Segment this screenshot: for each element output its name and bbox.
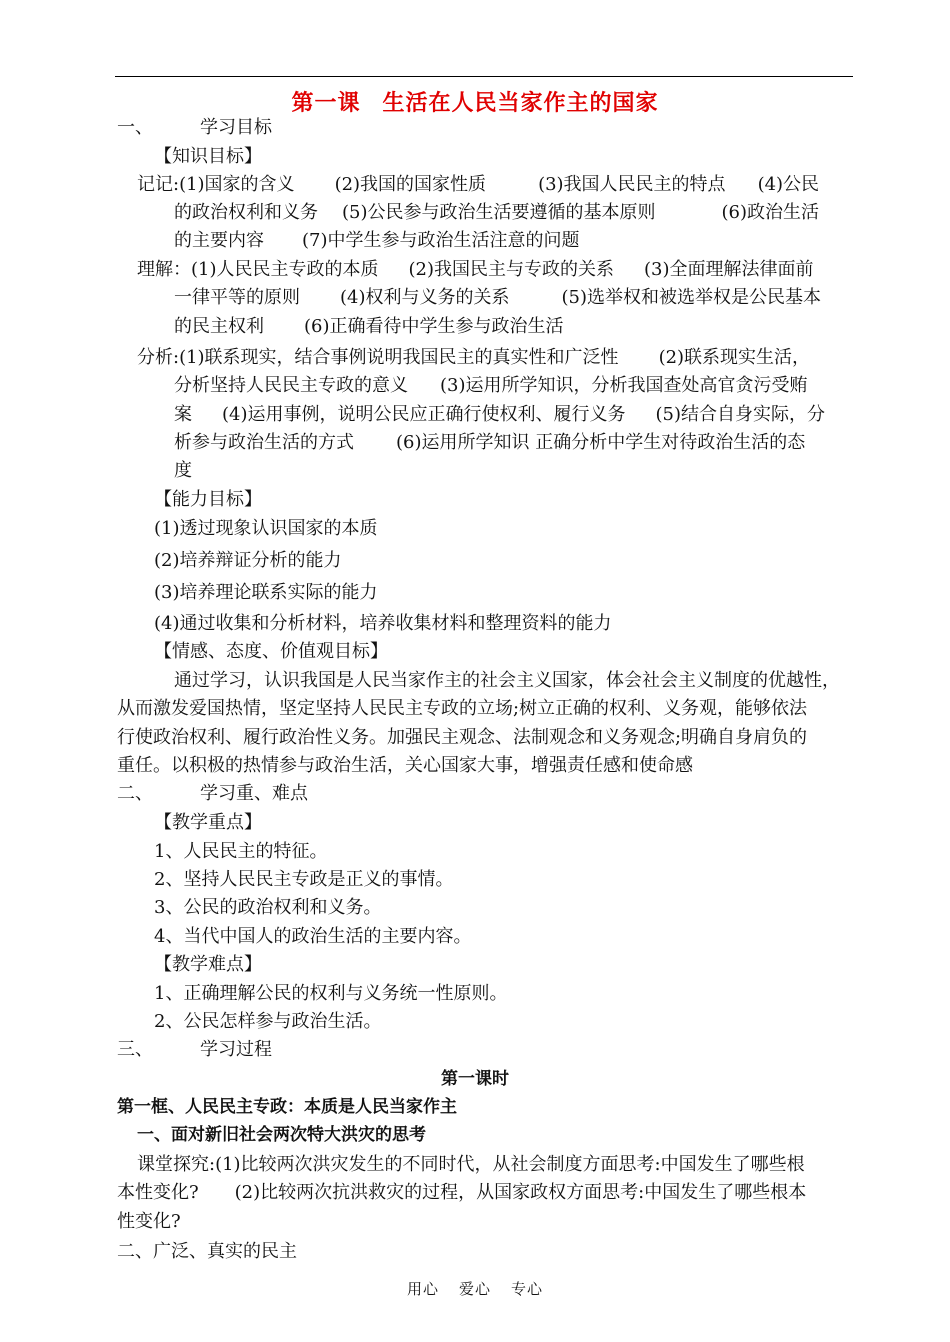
section-1-heading: 一、 学习目标 xyxy=(117,117,272,138)
subsection-1-heading: 一、面对新旧社会两次特大洪灾的思考 xyxy=(137,1125,426,1145)
inquiry-line-1: 课堂探究:(1)比较两次洪灾发生的不同时代，从社会制度方面思考:中国发生了哪些根 xyxy=(137,1154,805,1175)
ability-item: (1)透过现象认识国家的本质 xyxy=(154,518,378,539)
recall-line-2: 的政治权利和义务 (5)公民参与政治生活要遵循的基本原则 (6)政治生活 xyxy=(174,202,819,223)
recall-line-1: 记记:(1)国家的含义 (2)我国的国家性质 (3)我国人民民主的特点 (4)公民 xyxy=(137,174,820,195)
understand-line-1: 理解：(1)人民民主专政的本质 (2)我国民主与专政的关系 (3)全面理解法律面前 xyxy=(137,259,814,280)
emotion-paragraph-line: 重任。以积极的热情参与政治生活，关心国家大事，增强责任感和使命感 xyxy=(117,755,693,776)
title-lesson: 第一课 xyxy=(291,91,361,116)
difficult-point-item: 1、正确理解公民的权利与义务统一性原则。 xyxy=(154,983,508,1004)
key-point-item: 3、公民的政治权利和义务。 xyxy=(154,897,382,918)
understand-line-3: 的民主权利 (6)正确看待中学生参与政治生活 xyxy=(174,316,564,337)
analyze-line-3: 案 (4)运用事例，说明公民应正确行使权利、履行义务 (5)结合自身实际，分 xyxy=(174,404,825,425)
inquiry-line-2: 本性变化? (2)比较两次抗洪救灾的过程，从国家政权方面思考:中国发生了哪些根本 xyxy=(117,1182,807,1203)
emotion-paragraph-line: 通过学习，认识我国是人民当家作主的社会主义国家，体会社会主义制度的优越性， xyxy=(174,670,840,691)
ability-goals-heading: 【能力目标】 xyxy=(154,489,262,510)
key-point-item: 1、人民民主的特征。 xyxy=(154,841,328,862)
emotion-goals-heading: 【情感、态度、价值观目标】 xyxy=(154,641,388,662)
lesson-period: 第一课时 xyxy=(441,1069,509,1089)
section-3-heading: 三、 学习过程 xyxy=(117,1039,272,1060)
analyze-line-5: 度 xyxy=(174,460,192,481)
inquiry-line-3: 性变化? xyxy=(117,1211,181,1232)
page-footer: 用心 爱心 专心 xyxy=(406,1280,544,1298)
ability-item: (2)培养辩证分析的能力 xyxy=(154,550,342,571)
difficult-point-item: 2、公民怎样参与政治生活。 xyxy=(154,1011,382,1032)
frame-heading: 第一框、人民民主专政：本质是人民当家作主 xyxy=(117,1097,457,1117)
difficult-points-heading: 【教学难点】 xyxy=(154,954,262,975)
emotion-paragraph-line: 从而激发爱国热情，坚定坚持人民民主专政的立场;树立正确的权利、义务观，能够依法 xyxy=(117,698,808,719)
understand-line-2: 一律平等的原则 (4)权利与义务的关系 (5)选举权和被选举权是公民基本 xyxy=(174,287,821,308)
ability-item: (4)通过收集和分析材料，培养收集材料和整理资料的能力 xyxy=(154,613,612,634)
analyze-line-1: 分析:(1)联系现实，结合事例说明我国民主的真实性和广泛性 (2)联系现实生活， xyxy=(137,347,811,368)
key-points-heading: 【教学重点】 xyxy=(154,812,262,833)
analyze-line-2: 分析坚持人民民主专政的意义 (3)运用所学知识，分析我国查处高官贪污受贿 xyxy=(174,375,808,396)
emotion-paragraph-line: 行使政治权利、履行政治性义务。加强民主观念、法制观念和义务观念;明确自身肩负的 xyxy=(117,727,808,748)
key-point-item: 4、当代中国人的政治生活的主要内容。 xyxy=(154,926,472,947)
title-topic: 生活在人民当家作主的国家 xyxy=(382,91,659,116)
ability-item: (3)培养理论联系实际的能力 xyxy=(154,582,378,603)
subsection-2-heading: 二、广泛、真实的民主 xyxy=(117,1241,297,1262)
key-point-item: 2、坚持人民民主专政是正义的事情。 xyxy=(154,869,454,890)
section-2-heading: 二、 学习重、难点 xyxy=(117,783,308,804)
page-title xyxy=(0,86,950,117)
knowledge-goals-heading: 【知识目标】 xyxy=(154,146,262,167)
recall-line-3: 的主要内容 (7)中学生参与政治生活注意的问题 xyxy=(174,230,580,251)
header-rule xyxy=(115,76,853,77)
analyze-line-4: 析参与政治生活的方式 (6)运用所学知识 正确分析中学生对待政治生活的态 xyxy=(174,432,806,453)
